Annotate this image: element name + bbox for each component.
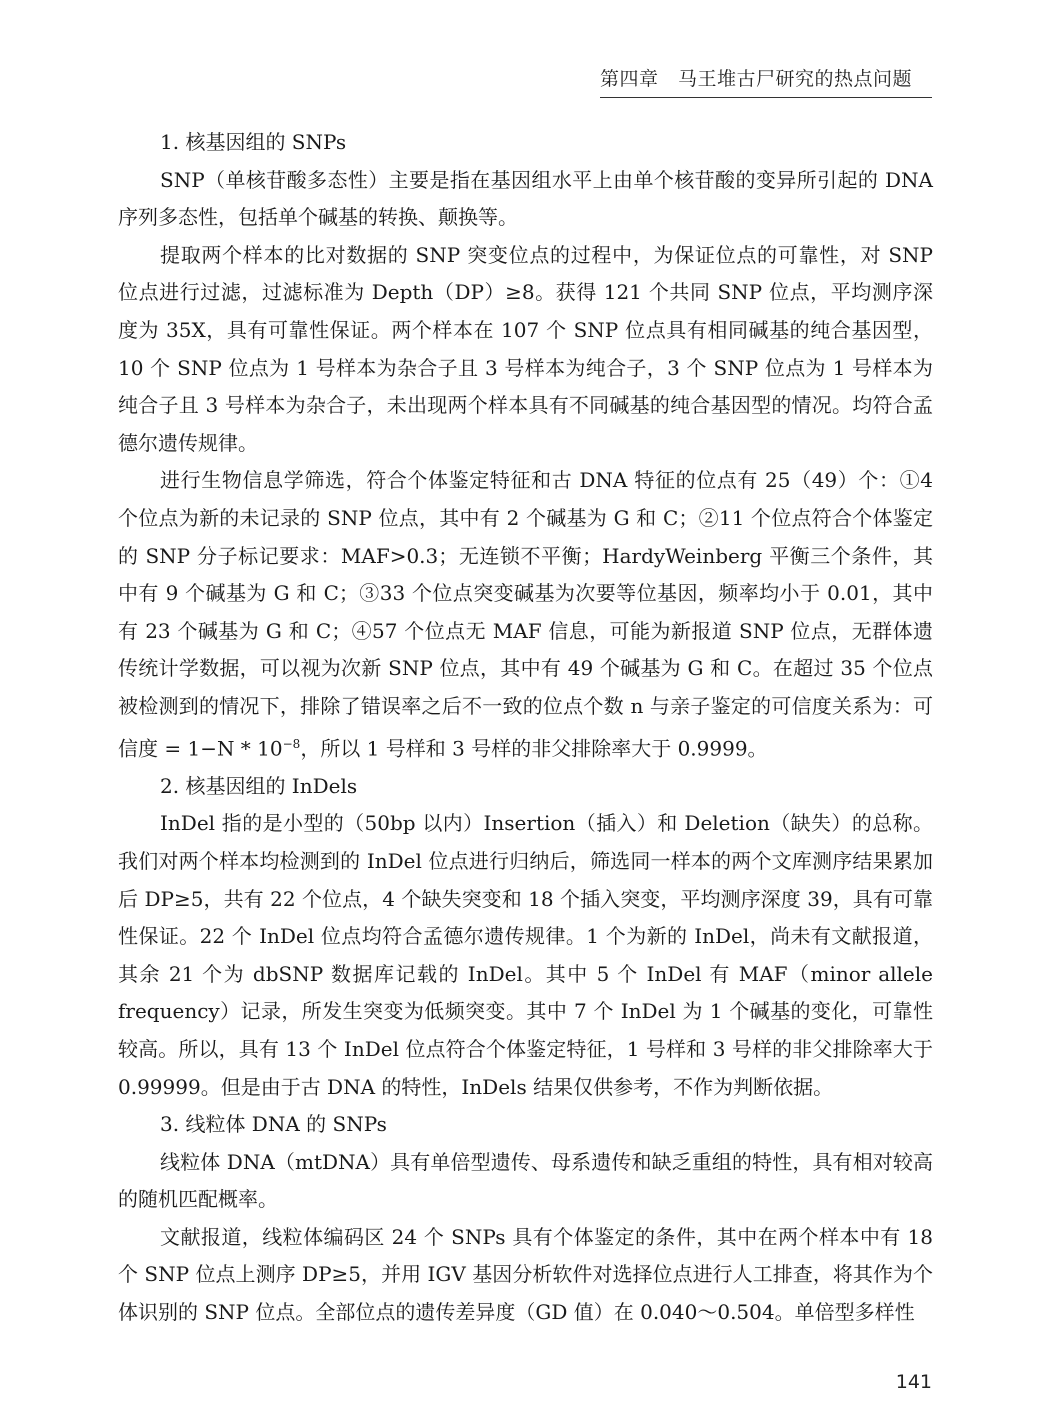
section-heading-snps: 1. 核基因组的 SNPs — [160, 130, 347, 154]
paragraph-mtdna: 线粒体 DNA（mtDNA）具有单倍型遗传、母系遗传和缺乏重组的特性，具有相对较高的随机匹配概率。 — [118, 1149, 933, 1212]
running-header: 第四章 马王堆古尸研究的热点问题 — [600, 64, 932, 98]
paragraph-snp-definition: SNP（单核苷酸多态性）主要是指在基因组水平上由单个核苷酸的变异所引起的 DNA 序列多态性，包括单个碱基的转换、颠换等。 — [118, 167, 933, 230]
paragraph-snp-filtering: 提取两个样本的比对数据的 SNP 突变位点的过程中，为保证位点的可靠性，对 SNP 位点进行过滤，过滤标准为 Depth（DP）≥8。获得 121 个共同 SNP 位点，平均测序深度为 35X，具有可靠性保证。两个样本在 107 个 SNP 位点具有相同碱基的纯合基因型，10 个 SNP 位点为 1 号样本为杂合子且 3 号样本为纯合子，3 个 SNP 位点为 1 号样本为纯合子且 3 号样本为杂合子，未出现两个样本具有不同碱基的纯合基因型的情况。均符合孟德尔遗传规律。 — [118, 242, 933, 455]
paragraph-text: 进行生物信息学筛选，符合个体鉴定特征和古 DNA 特征的位点有 25（49）个：①4 个位点为新的未记录的 SNP 位点，其中有 2 个碱基为 G 和 C；②11 个位点符合个体鉴定的 SNP 分子标记要求：MAF>0.3；无连锁不平衡；HardyWeinberg 平衡三个条件，其中有 9 个碱基为 G 和 C；③33 个位点突变碱基为次要等位基因，频率均小于 0.01，其中有 23 个碱基为 G 和 C；④57 个位点无 MAF 信息，可能为新报道 SNP 位点，无群体遗传统计学数据，可以视为次新 SNP 位点，其中有 49 个碱基为 G 和 C。在超过 35 个位点被检测到的情况下，排除了错误率之后不一致的位点个数 n 与亲子鉴定的可信度关系为：可信度 = 1−N * 10 — [118, 468, 933, 761]
paragraph-indel: InDel 指的是小型的（50bp 以内）Insertion（插入）和 Deletion（缺失）的总称。我们对两个样本均检测到的 InDel 位点进行归纳后，筛选同一样本的两个文库测序结果累加后 DP≥5，共有 22 个位点，4 个缺失突变和 18 个插入突变，平均测序深度 39，具有可靠性保证。22 个 InDel 位点均符合孟德尔遗传规律。1 个为新的 InDel，尚未有文献报道，其余 21 个为 dbSNP 数据库记载的 InDel。其中 5 个 InDel 有 MAF（minor allele frequency）记录，所发生突变为低频突变。其中 7 个 InDel 为 1 个碱基的变化，可靠性较高。所以，具有 13 个 InDel 位点符合个体鉴定特征，1 号样和 3 号样的非父排除率大于 0.99999。但是由于古 DNA 的特性，InDels 结果仅供参考，不作为判断依据。 — [118, 811, 933, 1099]
section-heading-indels: 2. 核基因组的 InDels — [160, 773, 358, 798]
paragraph-text-tail: ，所以 1 号样和 3 号样的非父排除率大于 0.9999。 — [300, 736, 768, 761]
paragraph-bioinformatics-screening — [118, 462, 933, 767]
exponent: −8 — [282, 736, 301, 751]
paragraph-mtdna-literature: 文献报道，线粒体编码区 24 个 SNPs 具有个体鉴定的条件，其中在两个样本中有 18 个 SNP 位点上测序 DP≥5，并用 IGV 基因分析软件对选择位点进行人工排查，将其作为个体识别的 SNP 位点。全部位点的遗传差异度（GD 值）在 0.040～0.504。单倍型多样性 — [118, 1224, 933, 1325]
section-heading-mtdna: 3. 线粒体 DNA 的 SNPs — [160, 1112, 387, 1137]
page-body — [118, 124, 933, 1332]
page-number: 141 — [895, 1371, 932, 1393]
